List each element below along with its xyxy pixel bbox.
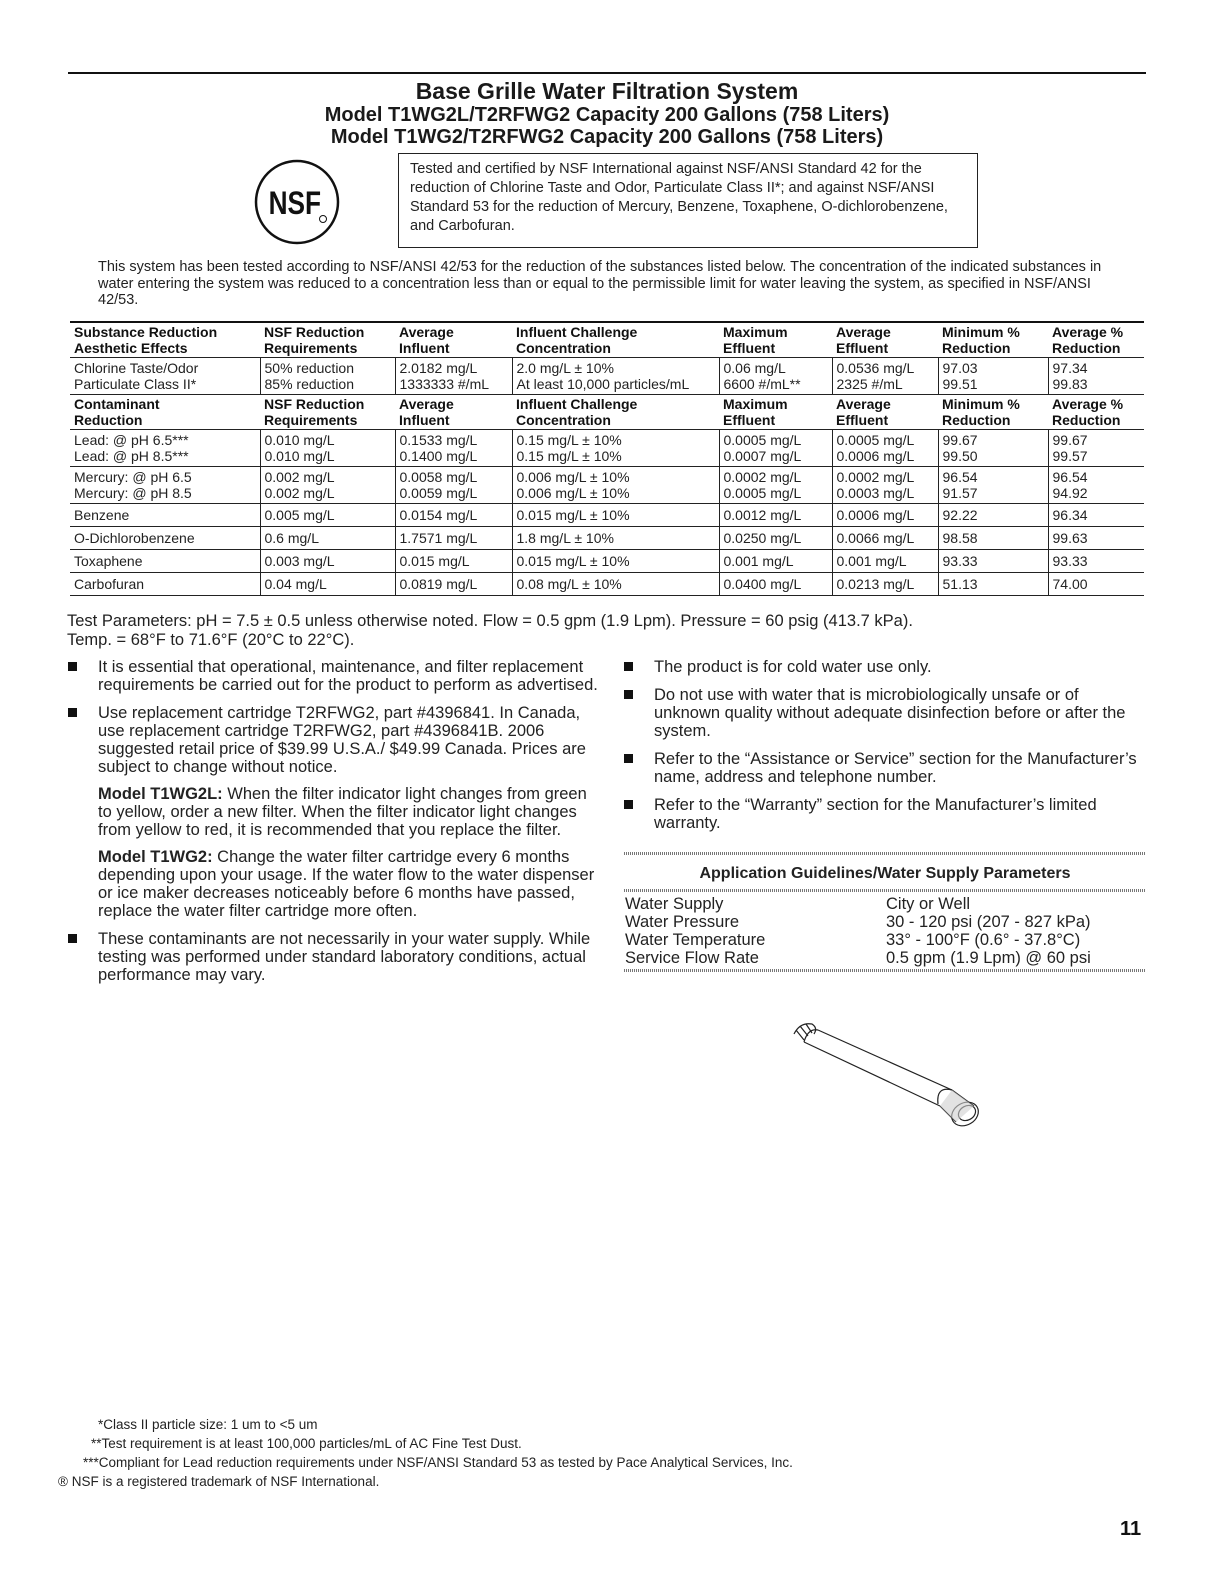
column-header-line: Average % bbox=[1052, 324, 1124, 340]
cell-value: 99.51 bbox=[942, 376, 978, 392]
guideline-row bbox=[624, 895, 1146, 913]
column-header-line: Effluent bbox=[723, 340, 776, 356]
cell-value: 0.0006 mg/L bbox=[836, 448, 915, 464]
guideline-value: City or Well bbox=[886, 895, 971, 913]
column-header-line: Average bbox=[399, 396, 454, 412]
table-cell bbox=[719, 467, 832, 504]
cell-value: 0.0819 mg/L bbox=[399, 576, 478, 592]
column-header bbox=[260, 322, 395, 358]
bullet-icon bbox=[68, 708, 77, 717]
cell-value: 0.005 mg/L bbox=[264, 507, 335, 523]
cell-value: 0.0002 mg/L bbox=[723, 469, 802, 485]
table-cell bbox=[719, 504, 832, 527]
column-header-line: Average bbox=[836, 324, 891, 340]
bullet-icon bbox=[624, 662, 633, 671]
cell-value: 0.0005 mg/L bbox=[723, 432, 802, 448]
table-cell bbox=[1048, 504, 1144, 527]
model-t1wg2l-label: Model T1WG2L: bbox=[98, 785, 223, 803]
column-header-line: Aesthetic Effects bbox=[74, 340, 188, 356]
column-header-line: Influent bbox=[399, 412, 450, 428]
cell-value: 0.0400 mg/L bbox=[723, 576, 802, 592]
column-header-line: Reduction bbox=[1052, 340, 1121, 356]
table-cell bbox=[70, 527, 260, 550]
certification-box: Tested and certified by NSF International against NSF/ANSI Standard 42 for the reduction of Chlorine Taste and Odor, Particulate Class II*; and against NSF/ANSI Standard 53 for the reduction of Mercury, Benzene, Toxaphene, O-dichlorobenzene, and Carbofuran. bbox=[398, 153, 978, 248]
table-row bbox=[70, 430, 1144, 467]
table-cell bbox=[260, 573, 395, 596]
cell-value: 0.002 mg/L bbox=[264, 469, 335, 485]
performance-data-table bbox=[70, 321, 1144, 596]
table-cell bbox=[1048, 527, 1144, 550]
column-header bbox=[512, 322, 719, 358]
cell-value: 93.33 bbox=[1052, 553, 1088, 569]
table-cell bbox=[832, 358, 938, 395]
cell-value: 0.0250 mg/L bbox=[723, 530, 802, 546]
bullet-icon bbox=[624, 800, 633, 809]
table-cell bbox=[1048, 550, 1144, 573]
column-header-line: Requirements bbox=[264, 412, 358, 428]
cell-value: 0.06 mg/L bbox=[723, 360, 786, 376]
cell-value: 2.0 mg/L ± 10% bbox=[516, 360, 614, 376]
model-line-1: Model T1WG2L/T2RFWG2 Capacity 200 Gallons (758 Liters) bbox=[324, 104, 890, 126]
bullet-text: Refer to the “Assistance or Service” section for the Manufacturer’s name, address and telephone number. bbox=[654, 750, 1137, 786]
table-cell bbox=[832, 504, 938, 527]
column-header-line: Effluent bbox=[836, 340, 889, 356]
guideline-row bbox=[624, 949, 1146, 967]
bullet-text: The product is for cold water use only. bbox=[654, 658, 932, 676]
column-header bbox=[512, 395, 719, 430]
table-cell bbox=[1048, 467, 1144, 504]
table-cell bbox=[70, 504, 260, 527]
table-cell bbox=[395, 573, 512, 596]
cell-value: 0.0058 mg/L bbox=[399, 469, 478, 485]
cell-value: 99.50 bbox=[942, 448, 978, 464]
cell-value: 0.010 mg/L bbox=[264, 448, 335, 464]
table-cell bbox=[70, 550, 260, 573]
table-cell bbox=[1048, 358, 1144, 395]
table-cell bbox=[70, 358, 260, 395]
cell-value: 96.54 bbox=[942, 469, 978, 485]
cell-value: 0.04 mg/L bbox=[264, 576, 327, 592]
model-t1wg2l-note bbox=[98, 785, 598, 839]
test-parameters bbox=[67, 612, 1147, 650]
table-cell bbox=[512, 430, 719, 467]
table-cell bbox=[719, 573, 832, 596]
bullet-text: Do not use with water that is microbiologically unsafe or of unknown quality without adequate disinfection before or after the system. bbox=[654, 686, 1126, 740]
table-header-row bbox=[70, 395, 1144, 430]
intro-paragraph: This system has been tested according to NSF/ANSI 42/53 for the reduction of the substances listed below. The concentration of the indicated substances in water entering the system was reduced to a concentration less than or equal to the permissible limit for water leaving the system, as specified in NSF/ANSI 42/53. bbox=[98, 259, 1102, 308]
table-cell bbox=[395, 504, 512, 527]
table-cell bbox=[395, 527, 512, 550]
cell-value: 97.34 bbox=[1052, 360, 1088, 376]
table-cell bbox=[832, 527, 938, 550]
cell-value: 1333333 #/mL bbox=[399, 376, 490, 392]
table-cell bbox=[938, 467, 1048, 504]
table-cell bbox=[938, 527, 1048, 550]
cell-value: 0.0002 mg/L bbox=[836, 469, 915, 485]
table-cell bbox=[70, 573, 260, 596]
title-block bbox=[68, 78, 1146, 148]
column-header-line: Average % bbox=[1052, 396, 1124, 412]
column-header bbox=[70, 395, 260, 430]
list-item bbox=[68, 658, 598, 694]
table-cell bbox=[938, 504, 1048, 527]
cell-value: 99.67 bbox=[942, 432, 978, 448]
table-cell bbox=[1048, 430, 1144, 467]
cell-value: 0.003 mg/L bbox=[264, 553, 335, 569]
column-header-line: Reduction bbox=[942, 340, 1011, 356]
table-cell bbox=[260, 504, 395, 527]
cell-value: 0.15 mg/L ± 10% bbox=[516, 448, 622, 464]
table-cell bbox=[938, 358, 1048, 395]
column-header bbox=[395, 322, 512, 358]
column-header-line: Requirements bbox=[264, 340, 358, 356]
cell-value: 1.8 mg/L ± 10% bbox=[516, 530, 614, 546]
cell-value: 0.0007 mg/L bbox=[723, 448, 802, 464]
cell-value: 98.58 bbox=[942, 530, 978, 546]
cell-value: 99.63 bbox=[1052, 530, 1088, 546]
table-cell bbox=[832, 573, 938, 596]
cell-value: Carbofuran bbox=[74, 576, 145, 592]
table-row bbox=[70, 550, 1144, 573]
column-header-line: Influent Challenge bbox=[516, 324, 638, 340]
cell-value: 0.08 mg/L ± 10% bbox=[516, 576, 622, 592]
column-header-line: Influent bbox=[399, 340, 450, 356]
filter-cartridge-icon bbox=[790, 1018, 985, 1130]
list-item bbox=[68, 930, 598, 984]
table-cell bbox=[395, 550, 512, 573]
cell-value: O-Dichlorobenzene bbox=[74, 530, 195, 546]
guideline-row bbox=[624, 913, 1146, 931]
cell-value: 0.0003 mg/L bbox=[836, 485, 915, 501]
cell-value: 99.57 bbox=[1052, 448, 1088, 464]
cell-value: At least 10,000 particles/mL bbox=[516, 376, 690, 392]
bullet-icon bbox=[68, 934, 77, 943]
cell-value: 0.1400 mg/L bbox=[399, 448, 478, 464]
bullet-icon bbox=[624, 690, 633, 699]
column-header bbox=[832, 395, 938, 430]
nsf-logo-icon bbox=[253, 158, 341, 246]
test-parameters-line-1: Test Parameters: pH = 7.5 ± 0.5 unless otherwise noted. Flow = 0.5 gpm (1.9 Lpm). Pressure = 60 psig (413.7 kPa). bbox=[67, 612, 913, 630]
cell-value: 94.92 bbox=[1052, 485, 1088, 501]
table-cell bbox=[832, 550, 938, 573]
table-cell bbox=[70, 467, 260, 504]
table-cell bbox=[719, 550, 832, 573]
table-cell bbox=[512, 504, 719, 527]
cell-value: Toxaphene bbox=[74, 553, 143, 569]
model-line-2: Model T1WG2/T2RFWG2 Capacity 200 Gallons (758 Liters) bbox=[330, 126, 884, 148]
cell-value: 0.0066 mg/L bbox=[836, 530, 915, 546]
table-row bbox=[70, 527, 1144, 550]
table-cell bbox=[512, 358, 719, 395]
table-cell bbox=[395, 358, 512, 395]
cell-value: 0.006 mg/L ± 10% bbox=[516, 469, 630, 485]
table-cell bbox=[512, 527, 719, 550]
table-cell bbox=[260, 550, 395, 573]
model-t1wg2-label: Model T1WG2: bbox=[98, 848, 213, 866]
cell-value: 0.0213 mg/L bbox=[836, 576, 915, 592]
guideline-value: 0.5 gpm (1.9 Lpm) @ 60 psi bbox=[886, 949, 1091, 967]
bullet-text: These contaminants are not necessarily in your water supply. While testing was performed under standard laboratory conditions, actual performance may vary. bbox=[98, 930, 591, 984]
cell-value: 0.010 mg/L bbox=[264, 432, 335, 448]
cell-value: 0.0006 mg/L bbox=[836, 507, 915, 523]
column-header-line: Maximum bbox=[723, 396, 788, 412]
cell-value: Lead: @ pH 6.5*** bbox=[74, 432, 189, 448]
bullet-icon bbox=[68, 662, 77, 671]
cell-value: 0.001 mg/L bbox=[723, 553, 794, 569]
cell-value: 1.7571 mg/L bbox=[399, 530, 478, 546]
table-cell bbox=[719, 358, 832, 395]
footnote: *Class II particle size: 1 um to <5 um bbox=[98, 1417, 318, 1432]
column-header-line: Substance Reduction bbox=[74, 324, 218, 340]
table-row bbox=[70, 467, 1144, 504]
model-t1wg2l-text: When the filter indicator light changes from green to yellow, order a new filter. When the filter indicator light changes from yellow to red, it is recommended that you replace the filter. bbox=[98, 785, 587, 839]
list-item bbox=[624, 796, 1146, 832]
table-cell bbox=[719, 430, 832, 467]
cell-value: Chlorine Taste/Odor bbox=[74, 360, 199, 376]
cell-value: 74.00 bbox=[1052, 576, 1088, 592]
table-cell bbox=[260, 467, 395, 504]
cell-value: 51.13 bbox=[942, 576, 978, 592]
column-header bbox=[938, 322, 1048, 358]
cell-value: 97.03 bbox=[942, 360, 978, 376]
table-cell bbox=[70, 430, 260, 467]
test-parameters-line-2: Temp. = 68°F to 71.6°F (20°C to 22°C). bbox=[67, 631, 355, 649]
footnote: ® NSF is a registered trademark of NSF International. bbox=[58, 1474, 380, 1489]
cell-value: 0.0005 mg/L bbox=[723, 485, 802, 501]
column-header-line: Minimum % bbox=[942, 396, 1020, 412]
column-header-line: Reduction bbox=[74, 412, 143, 428]
table-cell bbox=[395, 430, 512, 467]
column-header bbox=[719, 322, 832, 358]
column-header-line: Maximum bbox=[723, 324, 788, 340]
cell-value: 0.0005 mg/L bbox=[836, 432, 915, 448]
column-header bbox=[260, 395, 395, 430]
column-header bbox=[832, 322, 938, 358]
column-header bbox=[70, 322, 260, 358]
table-cell bbox=[938, 573, 1048, 596]
column-header bbox=[719, 395, 832, 430]
list-item bbox=[68, 704, 598, 920]
table-cell bbox=[512, 550, 719, 573]
cell-value: 99.67 bbox=[1052, 432, 1088, 448]
guideline-key: Service Flow Rate bbox=[625, 949, 759, 967]
page-number: 11 bbox=[1120, 1518, 1142, 1540]
cell-value: 0.1533 mg/L bbox=[399, 432, 478, 448]
cell-value: 93.33 bbox=[942, 553, 978, 569]
cell-value: 96.54 bbox=[1052, 469, 1088, 485]
column-header-line: Minimum % bbox=[942, 324, 1020, 340]
cell-value: 0.015 mg/L ± 10% bbox=[516, 507, 630, 523]
page-title: Base Grille Water Filtration System bbox=[415, 78, 799, 104]
column-header-line: Contaminant bbox=[74, 396, 160, 412]
column-header bbox=[1048, 322, 1144, 358]
cell-value: 92.22 bbox=[942, 507, 978, 523]
list-item bbox=[624, 686, 1146, 740]
cell-value: 0.0012 mg/L bbox=[723, 507, 802, 523]
column-header-line: NSF Reduction bbox=[264, 396, 365, 412]
cell-value: Benzene bbox=[74, 507, 130, 523]
left-column bbox=[68, 658, 598, 994]
right-column bbox=[624, 658, 1146, 842]
cell-value: 99.83 bbox=[1052, 376, 1088, 392]
cell-value: Mercury: @ pH 8.5 bbox=[74, 485, 192, 501]
table-row bbox=[70, 504, 1144, 527]
cell-value: 96.34 bbox=[1052, 507, 1088, 523]
column-header-line: Average bbox=[399, 324, 454, 340]
table-cell bbox=[260, 527, 395, 550]
table-cell bbox=[938, 550, 1048, 573]
column-header-line: Concentration bbox=[516, 340, 611, 356]
footnote: ***Compliant for Lead reduction requirements under NSF/ANSI Standard 53 as tested by Pace Analytical Services, Inc. bbox=[83, 1455, 793, 1470]
column-header-line: Average bbox=[836, 396, 891, 412]
cell-value: 0.0154 mg/L bbox=[399, 507, 478, 523]
cell-value: 0.006 mg/L ± 10% bbox=[516, 485, 630, 501]
cell-value: Lead: @ pH 8.5*** bbox=[74, 448, 189, 464]
cell-value: 85% reduction bbox=[264, 376, 355, 392]
top-rule bbox=[68, 72, 1146, 74]
table-header-row bbox=[70, 322, 1144, 358]
bullet-icon bbox=[624, 754, 633, 763]
cell-value: 0.001 mg/L bbox=[836, 553, 907, 569]
cell-value: 2325 #/mL bbox=[836, 376, 903, 392]
cell-value: Mercury: @ pH 6.5 bbox=[74, 469, 192, 485]
table-cell bbox=[832, 467, 938, 504]
cell-value: 0.15 mg/L ± 10% bbox=[516, 432, 622, 448]
table-row bbox=[70, 358, 1144, 395]
column-header-line: Influent Challenge bbox=[516, 396, 638, 412]
table-cell bbox=[512, 467, 719, 504]
table-cell bbox=[938, 430, 1048, 467]
cell-value: 6600 #/mL** bbox=[723, 376, 801, 392]
bullet-text: Use replacement cartridge T2RFWG2, part #4396841. In Canada, use replacement cartridge T2RFWG2, part #4396841B. 2006 suggested retail price of $39.99 U.S.A./ $49.99 Canada. Prices are subject to change without notice. bbox=[98, 704, 586, 776]
table-cell bbox=[832, 430, 938, 467]
cell-value: Particulate Class II* bbox=[74, 376, 197, 392]
guideline-key: Water Pressure bbox=[625, 913, 740, 931]
column-header-line: Effluent bbox=[836, 412, 889, 428]
column-header bbox=[1048, 395, 1144, 430]
column-header-line: Reduction bbox=[942, 412, 1011, 428]
nsf-logo-text: NSF bbox=[268, 186, 322, 222]
list-item bbox=[624, 658, 1146, 676]
cell-value: 0.002 mg/L bbox=[264, 485, 335, 501]
column-header-line: Effluent bbox=[723, 412, 776, 428]
application-guidelines-title: Application Guidelines/Water Supply Parameters bbox=[699, 865, 1071, 882]
table-cell bbox=[260, 358, 395, 395]
cell-value: 0.0059 mg/L bbox=[399, 485, 478, 501]
guideline-key: Water Temperature bbox=[625, 931, 766, 949]
guideline-key: Water Supply bbox=[625, 895, 724, 913]
footnotes bbox=[58, 1415, 1058, 1491]
column-header bbox=[395, 395, 512, 430]
dotted-divider bbox=[624, 969, 1146, 972]
cell-value: 2.0182 mg/L bbox=[399, 360, 478, 376]
footnote: **Test requirement is at least 100,000 particles/mL of AC Fine Test Dust. bbox=[91, 1436, 522, 1451]
table-cell bbox=[1048, 573, 1144, 596]
cell-value: 0.015 mg/L ± 10% bbox=[516, 553, 630, 569]
cell-value: 91.57 bbox=[942, 485, 978, 501]
cell-value: 0.015 mg/L bbox=[399, 553, 470, 569]
bullet-text: Refer to the “Warranty” section for the Manufacturer’s limited warranty. bbox=[654, 796, 1097, 832]
guideline-value: 33° - 100°F (0.6° - 37.8°C) bbox=[886, 931, 1081, 949]
cell-value: 0.0536 mg/L bbox=[836, 360, 915, 376]
bullet-text: It is essential that operational, maintenance, and filter replacement requirements be carried out for the product to perform as advertised. bbox=[98, 658, 598, 694]
column-header-line: Reduction bbox=[1052, 412, 1121, 428]
column-header-line: NSF Reduction bbox=[264, 324, 365, 340]
table-cell bbox=[512, 573, 719, 596]
table-cell bbox=[395, 467, 512, 504]
model-t1wg2-note bbox=[98, 848, 598, 920]
table-cell bbox=[719, 527, 832, 550]
list-item bbox=[624, 750, 1146, 786]
table-row bbox=[70, 573, 1144, 596]
column-header bbox=[938, 395, 1048, 430]
model-t1wg2-text: Change the water filter cartridge every 6 months depending upon your usage. If the water flow to the water dispenser or ice maker decreases noticeably before 6 months have passed, replace the water filter cartridge more often. bbox=[98, 848, 595, 920]
column-header-line: Concentration bbox=[516, 412, 611, 428]
guideline-row bbox=[624, 931, 1146, 949]
guideline-value: 30 - 120 psi (207 - 827 kPa) bbox=[886, 913, 1091, 931]
table-cell bbox=[260, 430, 395, 467]
cell-value: 0.6 mg/L bbox=[264, 530, 319, 546]
application-guidelines bbox=[624, 852, 1146, 972]
cell-value: 50% reduction bbox=[264, 360, 355, 376]
